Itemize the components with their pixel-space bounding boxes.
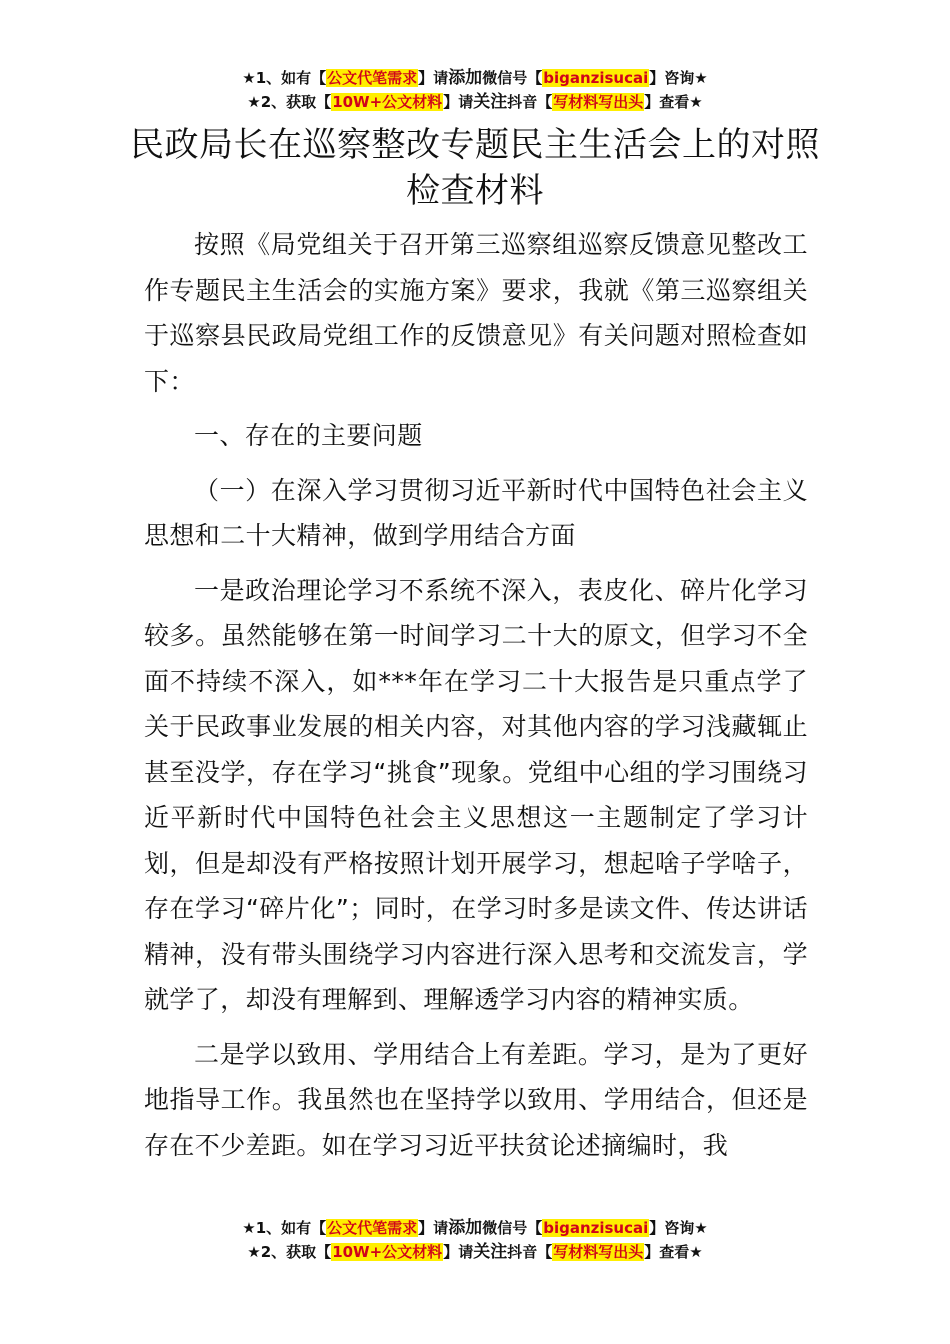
paragraph-point-1: 一是政治理论学习不系统不深入，表皮化、碎片化学习较多。虽然能够在第一时间学习二十大的原文，但学习不全面不持续不深入，如***年在学习二十大报告是只重点学了关于民政事业发展的相关内容，对其他内容的学习浅藏辄止甚至没学，存在学习“挑食”现象。党组中心组的学习围绕习近平新时代中国特色社会主义思想这一主题制定了学习计划，但是却没有严格按照计划开展学习，想起啥子学啥子，存在学习“碎片化”；同时，在学习时多是读文件、传达讲话精神，没有带头围绕学习内容进行深入思考和交流发言，学就学了，却没有理解到、理解透学习内容的精神实质。 — [144, 575, 808, 1014]
banner-text: 】请 — [418, 1219, 449, 1237]
banner-text: ★2、获取【 — [247, 1243, 332, 1261]
document-body — [144, 222, 808, 1168]
paragraph-intro: 按照《局党组关于召开第三巡察组巡察反馈意见整改工作专题民主生活会的实施方案》要求，我就《第三巡察组关于巡察县民政局党组工作的反馈意见》有关问题对照检查如下： — [144, 230, 808, 396]
banner-text: 】查看★ — [644, 1243, 703, 1261]
paragraph-point-2: 二是学以致用、学用结合上有差距。学习，是为了更好地指导工作。我虽然也在坚持学以致用、学用结合，但还是存在不少差距。如在学习习近平扶贫论述摘编时，我 — [144, 1039, 808, 1160]
banner-keyword: 关注 — [473, 92, 508, 112]
highlight-materials: 10W+公文材料 — [332, 1243, 443, 1261]
banner-text: 抖音【 — [507, 93, 553, 111]
banner-text: 微信号【 — [482, 69, 543, 87]
banner-line-2 — [0, 90, 950, 114]
banner-text: 微信号【 — [482, 1219, 543, 1237]
banner-text: 】请 — [443, 93, 474, 111]
section-heading: 一、存在的主要问题 — [194, 421, 423, 450]
highlight-service: 公文代笔需求 — [327, 1219, 418, 1237]
banner-text: 】请 — [443, 1243, 474, 1261]
banner-keyword: 添加 — [448, 1218, 483, 1238]
banner-line-2 — [0, 1240, 950, 1264]
banner-text: 】查看★ — [644, 93, 703, 111]
highlight-douyin-id: 写材料写出头 — [553, 1243, 644, 1261]
banner-text: 】咨询★ — [649, 69, 708, 87]
banner-line-1 — [0, 66, 950, 90]
banner-keyword: 添加 — [448, 68, 483, 88]
document-title: 民政局长在巡察整改专题民主生活会上的对照检查材料 — [130, 125, 820, 211]
banner-keyword: 关注 — [473, 1242, 508, 1262]
highlight-materials: 10W+公文材料 — [332, 93, 443, 111]
banner-text: 抖音【 — [507, 1243, 553, 1261]
highlight-douyin-id: 写材料写出头 — [553, 93, 644, 111]
subsection-heading: （一）在深入学习贯彻习近平新时代中国特色社会主义思想和二十大精神，做到学用结合方面 — [144, 475, 808, 550]
highlight-wechat-id: biganzisucai — [543, 1219, 649, 1237]
footer-banner — [0, 1216, 950, 1264]
highlight-service: 公文代笔需求 — [327, 69, 418, 87]
banner-text: 】请 — [418, 69, 449, 87]
banner-line-1 — [0, 1216, 950, 1240]
banner-text: 】咨询★ — [649, 1219, 708, 1237]
banner-text: ★1、如有【 — [242, 69, 327, 87]
banner-text: ★1、如有【 — [242, 1219, 327, 1237]
highlight-wechat-id: biganzisucai — [543, 69, 649, 87]
banner-text: ★2、获取【 — [247, 93, 332, 111]
header-banner — [0, 66, 950, 114]
